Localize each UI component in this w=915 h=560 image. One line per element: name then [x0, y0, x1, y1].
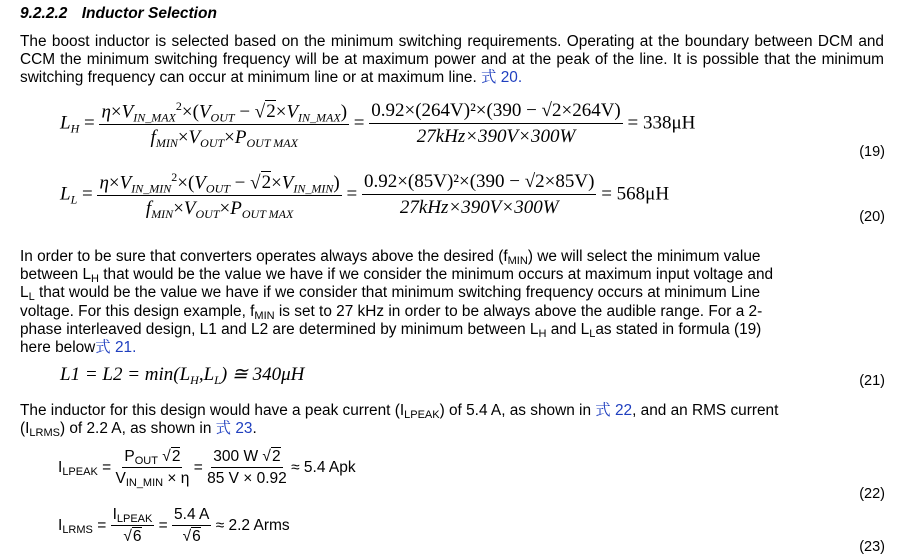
eq22-symbolic-numerator: $P_{OUT}$ √2: [124, 448, 181, 467]
eq23-symbolic-numerator: $I_{LPEAK}$: [112, 506, 153, 525]
eq20-symbolic-numerator: $\eta\times V_{IN\_MIN}^2\times(V_{OUT} - √2\times V_{IN\_MIN})$: [99, 170, 340, 196]
equation-22-number: (22): [859, 486, 885, 502]
eq20-result: = 568μH: [601, 183, 670, 205]
eq19-lhs-sub: H: [70, 121, 80, 136]
eq22-numeric-fraction: [207, 448, 287, 488]
equation-23-number: (23): [859, 539, 885, 555]
section-number: 9.2.2.2: [20, 5, 68, 22]
paragraph-intro: [20, 33, 884, 88]
paragraph-currents-line-2: $(I_{LRMS})$ of 2.2 A, as shown in 式 23.: [20, 420, 257, 440]
section-heading: [20, 5, 217, 23]
eq19-symbolic-denominator: $f_{MIN}\times V_{OUT}\times P_{OUT MAX}$: [150, 127, 298, 151]
eq20-symbolic-denominator: $f_{MIN}\times V_{OUT}\times P_{OUT MAX}$: [145, 198, 294, 222]
eq20-equals: =: [82, 183, 93, 205]
equation-21-link[interactable]: 式 21.: [95, 339, 137, 357]
eq23-lhs: I: [58, 517, 63, 535]
paragraph-selection-line-3: $L_L$ that would be the value we have if we consider that minimum switching frequency occurs at minimum Line: [20, 284, 761, 304]
eq23-symbolic-denominator: √6: [123, 528, 142, 545]
eq19-numeric-denominator: 27kHz×390V×300W: [416, 126, 576, 148]
eq19-result: = 338μH: [627, 112, 696, 134]
eq20-numeric-fraction: [362, 171, 597, 219]
eq20-equals-2: =: [346, 183, 358, 205]
eq22-lhs: I: [58, 459, 63, 477]
eq19-numeric-numerator: 0.92×(264V)²×(390 − √2×264V): [369, 100, 623, 124]
eq20-lhs: L: [60, 183, 71, 205]
paragraph-currents: [20, 402, 884, 438]
equation-22: [58, 448, 356, 488]
eq19-numeric-fraction: [369, 100, 623, 148]
eq21-l: L: [203, 364, 215, 385]
paragraph-selection: [20, 248, 884, 357]
eq22-lhs-sub: LPEAK: [62, 466, 98, 479]
equation-23: [58, 506, 290, 546]
equation-20: [60, 170, 669, 220]
eq22-symbolic-denominator: $V_{IN\_MIN} \times \eta$: [115, 470, 190, 489]
eq19-equals-2: =: [353, 112, 365, 134]
eq21-sub-l: L: [214, 373, 221, 387]
eq21-separator: ,: [198, 364, 204, 385]
eq21-lhs: L1 = L2 = min(L: [60, 364, 191, 385]
equation-21: [60, 363, 304, 386]
paragraph-selection-line-5: phase interleaved design, L1 and L2 are determined by minimum between $L_H$ and $L_Las$ stated in formula (19): [20, 320, 762, 340]
equation-22-link[interactable]: 式 22: [595, 402, 633, 419]
eq20-symbolic-fraction: [97, 170, 341, 220]
equation-21-number: (21): [859, 373, 885, 389]
eq19-lhs: L: [60, 112, 71, 134]
paragraph-selection-line-4: voltage. For this design example, $f_{MIN}$ is set to 27 kHz in order to be always above the audible range. For a 2-: [20, 302, 763, 322]
equation-20-link[interactable]: 式 20.: [481, 69, 523, 87]
paragraph-selection-line-2: between $L_H$ that would be the value we have if we consider the minimum occurs at maximum input voltage and: [20, 266, 774, 286]
paragraph-selection-line-6: here below式 21.: [20, 339, 137, 357]
paragraph-currents-line-1: The inductor for this design would have a peak current $(I_{LPEAK})$ of 5.4 A, as shown in 式 22, and an RMS current: [20, 402, 779, 421]
eq20-numeric-denominator: 27kHz×390V×300W: [399, 197, 559, 219]
eq23-numeric-denominator: √6: [182, 528, 201, 545]
eq22-result: ≈ 5.4 Apk: [291, 459, 356, 477]
eq22-numeric-numerator: 300 W √2: [211, 448, 282, 468]
eq23-numeric-fraction: [172, 506, 211, 546]
eq22-numeric-denominator: 85 V × 0.92: [207, 470, 287, 487]
eq19-symbolic-fraction: [99, 99, 349, 149]
paragraph-intro-text: The boost inductor is selected based on the minimum switching requirements. Operating at the boundary between DCM and CCM the minimum switching frequency will be at maximum power and at the peak of the line. It is possible that the minimum switching frequency can occur at minimum line or at maximum line.: [20, 33, 884, 87]
paragraph-selection-line-1: In order to be sure that converters operates always above the desired $(f_{MIN})$ we will select the minimum value: [20, 248, 761, 267]
eq19-symbolic-numerator: $\eta\times V_{IN\_MAX}^2\times(V_{OUT} - √2\times V_{IN\_MAX})$: [101, 99, 348, 125]
eq23-equals: =: [97, 517, 107, 535]
eq22-equals-2: =: [193, 459, 203, 477]
equation-20-number: (20): [859, 209, 885, 225]
eq20-numeric-numerator: 0.92×(85V)²×(390 − √2×85V): [362, 171, 597, 195]
eq23-symbolic-fraction: [111, 506, 155, 546]
eq19-equals: =: [84, 112, 95, 134]
eq20-lhs-sub: L: [70, 192, 78, 207]
equation-23-link[interactable]: 式 23: [215, 420, 253, 438]
eq21-sub-h: H: [190, 373, 199, 387]
section-title: Inductor Selection: [81, 5, 217, 22]
eq23-equals-2: =: [158, 517, 168, 535]
eq23-lhs-sub: LRMS: [62, 524, 93, 537]
equation-19: [60, 99, 695, 149]
eq21-result: ) ≅ 340μH: [220, 364, 305, 385]
eq22-symbolic-fraction: [115, 448, 189, 488]
eq23-result: ≈ 2.2 Arms: [215, 517, 290, 535]
equation-19-number: (19): [859, 144, 885, 160]
eq22-equals: =: [102, 459, 112, 477]
eq23-numeric-numerator: 5.4 A: [172, 506, 211, 526]
